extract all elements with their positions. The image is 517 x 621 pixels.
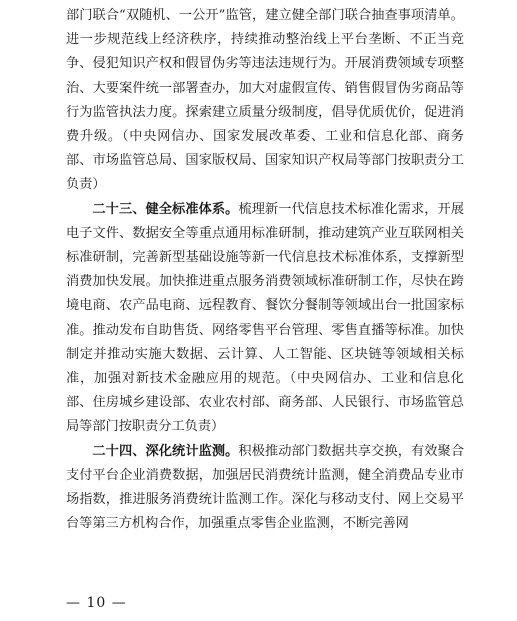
- paragraph-continuation: [66, 4, 464, 198]
- body-text: [66, 4, 464, 536]
- paragraph-statistical-monitoring: [66, 440, 464, 537]
- paragraph-standards-system: [66, 198, 464, 440]
- paragraph-body: 积极推动部门数据共享交换，有效聚合支付平台企业消费数据，加强居民消费统计监测，健全消费品专业市场指数，推进服务消费统计监测工作。深化与移动支付、网上交易平台等第三方机构合作，加强重点零售企业监测，不断完善网: [66, 443, 465, 532]
- section-heading-24: 二十四、深化统计监测。: [92, 443, 239, 459]
- paragraph-body: 部门联合“双随机、一公开”监管，建立健全部门联合抽查事项清单。进一步规范线上经济秩序，持续推动整治线上平台垄断、不正当竞争、侵犯知识产权和假冒伪劣等违法违规行为。开展消费领域专项整治、大要案件统一部署查办，加大对虚假宣传、销售假冒伪劣商品等行为监管执法力度。探索建立质量分级制度，倡导优质优价，促进消费升级。（中央网信办、国家发展改革委、工业和信息化部、商务部、市场监管总局、国家版权局、国家知识产权局等部门按职责分工负责）: [66, 8, 464, 193]
- section-heading-23: 二十三、健全标准体系。: [92, 201, 239, 217]
- paragraph-body: 梳理新一代信息技术标准化需求，开展电子文件、数据安全等重点通用标准研制，推动建筑产业互联网相关标准研制，完善新型基础设施等新一代信息技术标准体系，支撑新型消费加快发展。加快推进重点服务消费领域标准研制工作，尽快在跨境电商、农产品电商、远程教育、餐饮分餐制等领域出台一批国家标准。推动发布自助售货、网络零售平台管理、零售直播等标准。加快制定并推动实施大数据、云计算、人工智能、区块链等领域相关标准，加强对新技术金融应用的规范。（中央网信办、工业和信息化部、住房城乡建设部、农业农村部、商务部、人民银行、市场监管总局等部门按职责分工负责）: [66, 201, 465, 435]
- page-number: — 10 —: [66, 595, 127, 611]
